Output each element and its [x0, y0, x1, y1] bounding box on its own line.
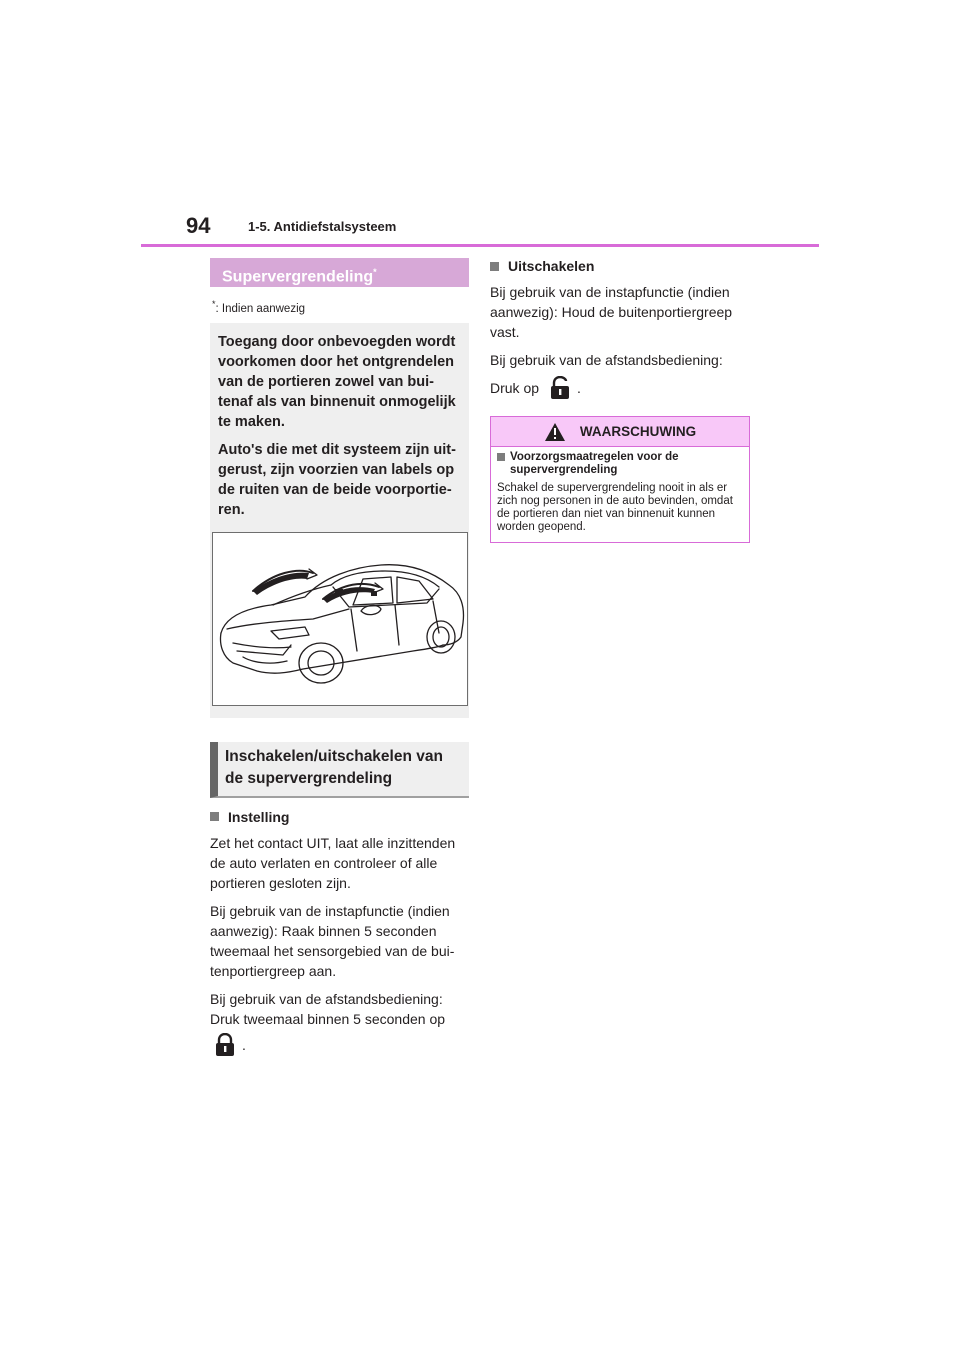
lock-line-period: .: [242, 1036, 246, 1053]
intro-paragraph-1: Toegang door onbevoegden wordt voorkomen door het ontgrendelen van de portieren zowel van bui-tenaf als van binnenuit onmogelijk te maken.: [218, 333, 456, 430]
subheading-text: Instelling: [228, 808, 290, 825]
square-bullet-icon: [490, 262, 499, 271]
figure-box: [210, 532, 469, 718]
square-bullet-icon: [497, 453, 505, 461]
title-asterisk: *: [373, 267, 377, 277]
paragraph-off-instapfunctie: Bij gebruik van de instapfunctie (indien aanwezig): Houd de buitenportiergreep vast.: [490, 284, 733, 340]
warning-header: [491, 417, 749, 447]
car-illustration: [212, 532, 468, 706]
car-drawing: [213, 533, 467, 705]
paragraph-afstandsbediening: Bij gebruik van de afstandsbediening: Druk tweemaal binnen 5 seconden op: [210, 990, 446, 1027]
paragraph-contact-uit: Zet het contact UIT, laat alle inzittenden de auto verlaten en controleer of alle portieren gesloten zijn.: [210, 834, 456, 891]
warning-title: WAARSCHUWING: [579, 424, 697, 439]
intro-box: [210, 323, 469, 532]
square-bullet-icon: [210, 812, 219, 821]
footnote-asterisk: *: [212, 299, 216, 309]
footnote-text: : Indien aanwezig: [215, 302, 306, 315]
paragraph-instapfunctie: Bij gebruik van de instapfunctie (indien aanwezig): Raak binnen 5 seconden tweemaal het sensorgebied van de bui-tenportiergreep aan.: [210, 902, 455, 979]
unlock-icon: [549, 376, 571, 400]
unlock-line-period: .: [577, 380, 581, 396]
subheading-instelling: [210, 809, 469, 825]
intro-paragraph-2: Auto's die met dit systeem zijn uit-gerust, zijn voorzien van labels op de ruiten van de beide voorportie-ren.: [218, 441, 456, 518]
warning-triangle-icon: [544, 422, 566, 442]
section-title-text: Supervergrendeling: [222, 268, 374, 286]
paragraph-off-afstandsbediening: Bij gebruik van de afstandsbediening:: [490, 352, 723, 368]
lock-icon: [214, 1033, 236, 1057]
warning-box: [490, 416, 750, 543]
subheading-uitschakelen: [490, 258, 750, 274]
subheading-text: Uitschakelen: [508, 258, 595, 274]
warning-subheading-text: Voorzorgsmaatregelen voor de supervergrendeling: [510, 451, 679, 476]
section-title-supervergrendeling: [210, 258, 469, 287]
warning-text: Schakel de supervergrendeling nooit in als er zich nog personen in de auto bevinden, omdat de portieren dan niet van binnenuit kunnen worden geopend.: [497, 482, 733, 533]
unlock-button-line: [490, 376, 750, 400]
footnote: [210, 299, 469, 315]
warning-subheading: [497, 451, 743, 477]
left-column: [210, 258, 469, 1057]
chapter-title: 1-5. Antidiefstalsysteem: [248, 219, 397, 234]
unlock-line-text: Druk op: [490, 380, 540, 396]
warning-body: [491, 447, 749, 542]
lock-button-line: [210, 1033, 469, 1057]
section-title-inschakelen: Inschakelen/uitschakelen van de supervergrendeling: [210, 742, 469, 798]
right-column: [490, 258, 750, 543]
page-number: 94: [186, 213, 211, 238]
header-rule: [141, 244, 819, 247]
